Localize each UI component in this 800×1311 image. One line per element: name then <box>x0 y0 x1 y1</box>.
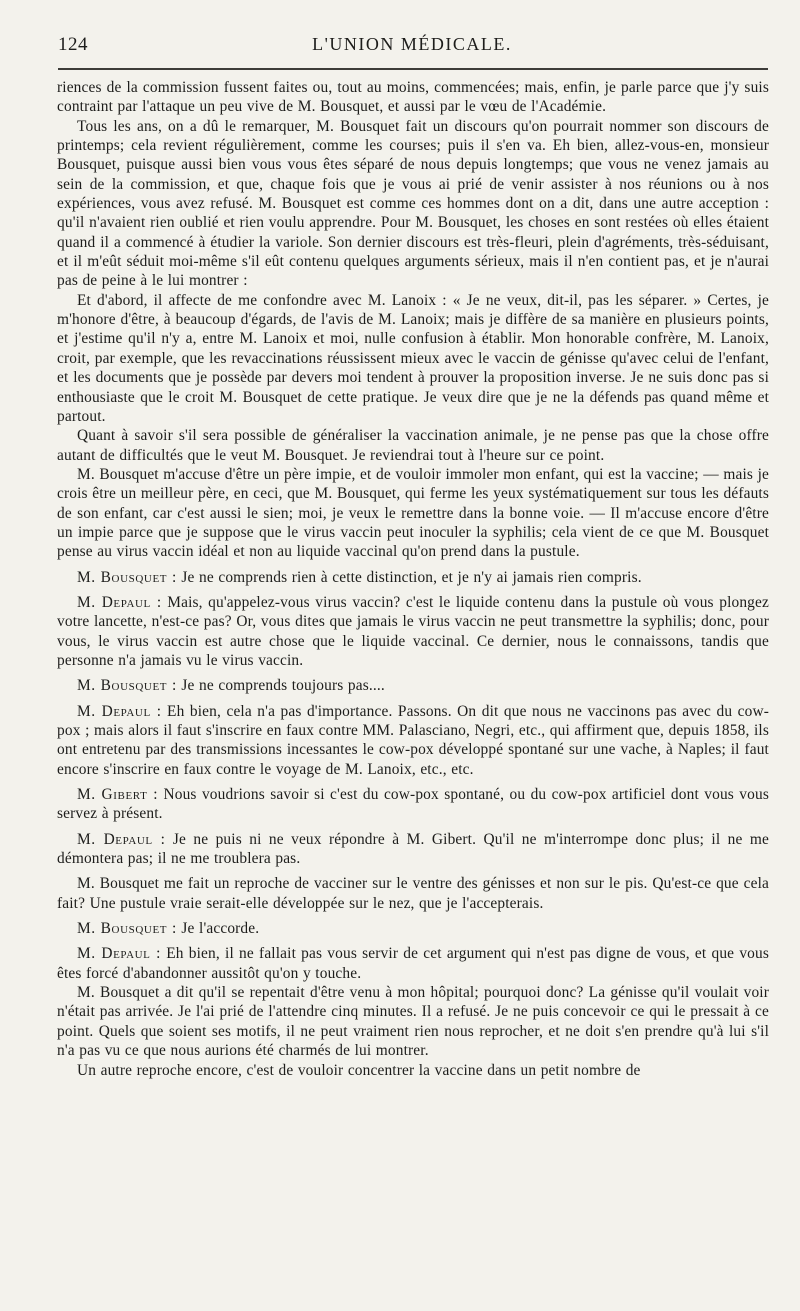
page-number: 124 <box>58 34 88 55</box>
dialogue-paragraph <box>57 830 769 869</box>
header-divider <box>58 68 768 70</box>
paragraph-text: Eh bien, il ne fallait pas vous servir de cet argument qui n'est pas digne de vous, et que vous êtes forcé d'abandonner aussitôt qu'on y touche. <box>57 945 770 982</box>
dialogue-paragraph <box>57 874 769 913</box>
body-paragraph <box>57 983 769 1060</box>
paragraph-text: Je ne puis ni ne veux répondre à M. Gibert. Qu'il ne m'interrompe donc plus; il ne me démontera pas; il ne me troublera pas. <box>57 830 769 868</box>
speaker-name: M. Gibert : <box>77 786 159 804</box>
paragraph-text: Je l'accorde. <box>176 920 260 938</box>
page-header <box>58 30 766 60</box>
running-title: L'UNION MÉDICALE. <box>312 34 512 54</box>
speaker-name: M. Depaul : <box>77 945 162 963</box>
paragraph-text: Je ne comprends rien à cette distinction, et je n'y ai jamais rien compris. <box>176 568 642 586</box>
dialogue-paragraph <box>57 785 769 824</box>
dialogue-paragraph <box>57 944 769 983</box>
paragraph-text: Tous les ans, on a dû le remarquer, M. Bousquet fait un discours qu'on pourrait nommer son discours de printemps; cela revient régulièrement, comme les courses; puis il s'en va. Eh bien, allez-vous-en, monsieur Bousquet, puisque aussi bien vous vous êtes séparé de nous depuis longtemps; que vous ne venez jamais au sein de la commission, et que, chaque fois que je vous ai prié de venir assister à nos réunions ou à nos expériences, vous avez refusé. M. Bousquet est comme ces hommes dont on a dit, dans une autre acception : qu'il n'avaient rien oublié et rien voulu apprendre. Pour M. Bousquet, les choses en sont restées où elles étaient quand il a commencé à étudier la variole. Son dernier discours est très-fleuri, plein d'agréments, très-séduisant, et il m'eût séduit moi-même s'il eût contenu quelques arguments sérieux, mais il n'en contient pas, et je n'aurai pas de peine à le lui montrer : <box>57 117 769 290</box>
paragraph-text: Mais, qu'appelez-vous virus vaccin? c'est le liquide contenu dans la pustule où vous plongez votre lancette, n'est-ce pas? Or, vous dites que jamais le virus vaccin ne peut transmettre la syphilis; donc, pour vous, le virus vaccin est autre chose que le liquide vaccinal. Ce dernier, nous le connaissons, tandis que personne n'a jamais vu le virus vaccin. <box>57 593 769 669</box>
speaker-name: M. Bousquet : <box>77 568 177 586</box>
speaker-name: M. Depaul : <box>77 593 162 611</box>
dialogue-paragraph <box>57 568 769 587</box>
dialogue-paragraph <box>57 593 769 670</box>
dialogue-paragraph <box>57 676 769 695</box>
dialogue-paragraph <box>57 919 769 938</box>
speaker-name: M. Depaul : <box>77 830 166 848</box>
speaker-name: M. Depaul : <box>77 702 162 720</box>
body-paragraph <box>57 117 769 291</box>
paragraph-text: riences de la commission fussent faites ou, tout au moins, commencées; mais, enfin, je parle parce que j'y suis contraint par l'attaque un peu vive de M. Bousquet, et aussi par le vœu de l'Académie. <box>57 79 769 116</box>
speaker-name: M. Bousquet : <box>77 677 177 695</box>
body-paragraph <box>57 465 769 562</box>
body-paragraph <box>57 1061 769 1080</box>
paragraph-text: Je ne comprends toujours pas.... <box>176 677 385 695</box>
paragraph-text: Et d'abord, il affecte de me confondre avec M. Lanoix : « Je ne veux, dit-il, pas les séparer. » Certes, je m'honore d'être, à beaucoup d'égards, de l'avis de M. Lanoix; mais je diffère de sa manière en plusieurs points, et j'estime qu'il n'y a, entre M. Lanoix et moi, nulle confusion à établir. Mon honorable confrère, M. Lanoix, croit, par exemple, que les revaccinations réussissent mieux avec le vaccin de génisse qu'avec celui de l'enfant, et les documents que je possède par devers moi tendent à prouver la proposition inverse. Je ne suis donc pas si enthousiaste que le croit M. Bousquet de cette pratique. Je veux dire que je ne la défends pas quand même et partout. <box>57 291 769 425</box>
body-paragraph <box>57 426 769 465</box>
speaker-name: M. Bousquet : <box>77 920 177 938</box>
body-paragraph <box>57 291 769 426</box>
paragraph-text: M. Bousquet m'accuse d'être un père impie, et de vouloir immoler mon enfant, qui est la vaccine; — mais je crois être un meilleur père, en ceci, que M. Bousquet, qui ferme les yeux systématiquement sur tous les défauts de son enfant, car c'est aussi le sien; moi, je veux le remettre dans la bonne voie. — Il m'accuse encore d'être un impie parce que je suppose que le virus vaccin peut inoculer la syphilis; cela vient de ce que M. Bousquet pense au virus vaccin idéal et non au liquide vaccinal qu'on prend dans la pustule. <box>57 465 769 561</box>
paragraph-text: Quant à savoir s'il sera possible de généraliser la vaccination animale, je ne pense pas que la chose offre autant de difficultés que le veut M. Bousquet. Je reviendrai tout à l'heure sur ce point. <box>57 427 769 464</box>
paragraph-text: Un autre reproche encore, c'est de vouloir concentrer la vaccine dans un petit nombre de <box>77 1061 641 1079</box>
dialogue-paragraph <box>57 702 769 779</box>
paragraph-text: Eh bien, cela n'a pas d'importance. Passons. On dit que nous ne vaccinons pas avec du cow-pox ; mais alors il faut s'inscrire en faux contre MM. Palasciano, Negri, etc., qui affirment que, depuis 1858, ils ont entretenu par des transmissions incessantes le cow-pox développé spontané sur une vache, à Naples; il faut encore s'inscrire en faux contre le voyage de M. Lanoix, etc., etc. <box>57 702 770 778</box>
body-paragraph <box>57 78 769 117</box>
article-body <box>57 78 769 1080</box>
paragraph-text: M. Bousquet me fait un reproche de vacciner sur le ventre des génisses et non sur le pis. Qu'est-ce que cela fait? Une pustule vraie serait-elle développée sur le nez, que je l'accepterais. <box>57 875 769 912</box>
paragraph-text: M. Bousquet a dit qu'il se repentait d'être venu à mon hôpital; pourquoi donc? La génisse qu'il voulait voir n'était pas arrivée. Je l'ai prié de l'attendre cinq minutes. Il a refusé. Je ne puis concevoir ce qui le pressait à ce point. Quels que soient ses motifs, il ne peut vraiment rien nous reprocher, et ne doit s'en prendre qu'à lui s'il n'a pas vu ce que nous aurions été charmés de lui montrer. <box>57 984 769 1060</box>
paragraph-text: Nous voudrions savoir si c'est du cow-pox spontané, ou du cow-pox artificiel dont vous vous servez à présent. <box>57 786 769 823</box>
